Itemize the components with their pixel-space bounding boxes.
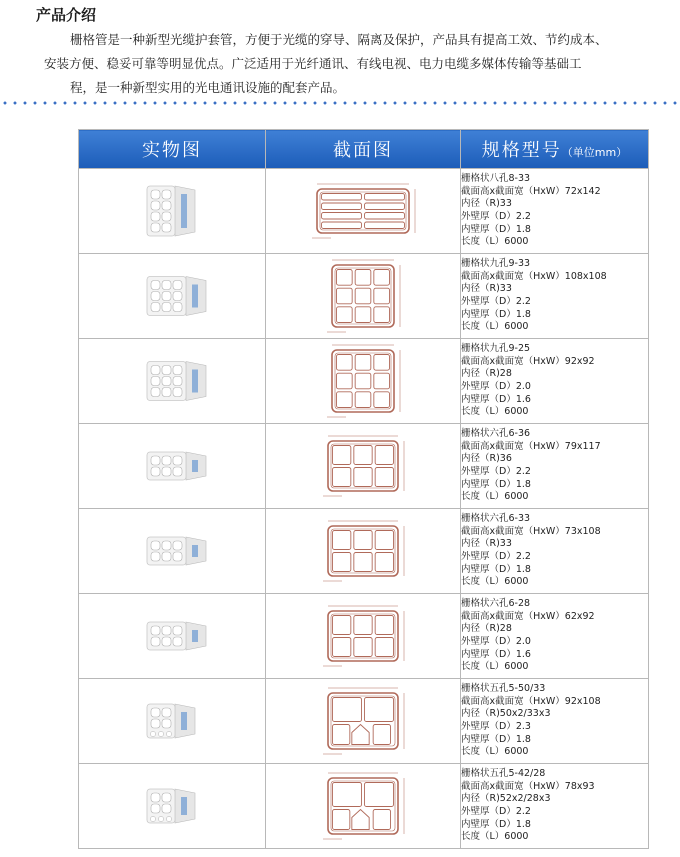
- length: 长度（L）6000: [461, 406, 529, 418]
- product-photo: [107, 691, 237, 751]
- inner-diameter: 内径（R)50x2/33x3: [461, 708, 551, 720]
- header-spec-unit: （单位mm）: [561, 146, 628, 159]
- section-size: 截面高x截面宽（HxW）62x92: [461, 610, 595, 622]
- cross-section-drawing: [273, 514, 453, 588]
- model-name: 栅格状六孔6-36: [461, 428, 531, 440]
- product-photo: [107, 606, 237, 666]
- product-photo: [107, 351, 237, 411]
- spec-cell: [461, 424, 649, 509]
- section-size: 截面高x截面宽（HxW）72x142: [461, 185, 601, 197]
- section-size: 截面高x截面宽（HxW）92x108: [461, 695, 601, 707]
- cross-section-cell: [266, 509, 461, 594]
- table-row: [79, 339, 649, 424]
- header-photo: 实物图: [79, 130, 266, 169]
- spec-cell: [461, 254, 649, 339]
- product-photo-cell: [79, 339, 266, 424]
- cross-section-cell: [266, 254, 461, 339]
- product-photo-cell: [79, 424, 266, 509]
- outer-wall-thickness: 外壁厚（D）2.3: [461, 721, 531, 732]
- table-row: [79, 764, 649, 849]
- intro-line-1: 栅格管是一种新型光缆护套管，方便于光缆的穿导、隔离及保护，产品具有提高工效、节约成本、: [70, 32, 608, 47]
- product-photo-cell: [79, 509, 266, 594]
- table-row: [79, 169, 649, 254]
- header-spec-label: 规格型号: [481, 140, 562, 161]
- product-photo: [107, 776, 237, 836]
- model-name: 栅格状五孔5-50/33: [461, 683, 546, 695]
- length: 长度（L）6000: [461, 321, 529, 333]
- spec-cell: [461, 509, 649, 594]
- table-row: [79, 509, 649, 594]
- spec-table: [78, 129, 649, 849]
- intro-line-3: 程，是一种新型实用的光电通讯设施的配套产品。: [70, 80, 346, 95]
- outer-wall-thickness: 外壁厚（D）2.2: [461, 466, 531, 477]
- cross-section-drawing: [273, 684, 453, 758]
- inner-wall-thickness: 内壁厚（D）1.8: [461, 223, 531, 235]
- length: 长度（L）6000: [461, 236, 529, 248]
- cross-section-drawing: [273, 429, 453, 503]
- outer-wall-thickness: 外壁厚（D）2.0: [461, 636, 531, 647]
- inner-diameter: 内径（R)33: [461, 198, 512, 210]
- product-photo-cell: [79, 764, 266, 849]
- table-row: [79, 594, 649, 679]
- product-photo-cell: [79, 679, 266, 764]
- inner-diameter: 内径（R)52x2/28x3: [461, 793, 551, 805]
- product-photo-cell: [79, 594, 266, 679]
- length: 长度（L）6000: [461, 576, 529, 588]
- cross-section-drawing: [273, 599, 453, 673]
- length: 长度（L）6000: [461, 746, 529, 758]
- section-size: 截面高x截面宽（HxW）108x108: [461, 270, 607, 282]
- inner-diameter: 内径（R)33: [461, 283, 512, 295]
- spec-cell: [461, 594, 649, 679]
- dotted-divider: [0, 101, 680, 105]
- product-photo-cell: [79, 254, 266, 339]
- length: 长度（L）6000: [461, 491, 529, 503]
- inner-wall-thickness: 内壁厚（D）1.6: [461, 648, 531, 660]
- cross-section-cell: [266, 339, 461, 424]
- inner-wall-thickness: 内壁厚（D）1.8: [461, 563, 531, 575]
- table-row: [79, 254, 649, 339]
- intro-title: 产品介绍: [36, 6, 97, 24]
- spec-cell: [461, 339, 649, 424]
- model-name: 栅格状六孔6-33: [461, 513, 531, 525]
- inner-wall-thickness: 内壁厚（D）1.6: [461, 393, 531, 405]
- inner-wall-thickness: 内壁厚（D）1.8: [461, 308, 531, 320]
- section-size: 截面高x截面宽（HxW）79x117: [461, 440, 601, 452]
- section-size: 截面高x截面宽（HxW）78x93: [461, 780, 595, 792]
- spec-cell: [461, 169, 649, 254]
- inner-wall-thickness: 内壁厚（D）1.8: [461, 733, 531, 745]
- table-row: [79, 679, 649, 764]
- outer-wall-thickness: 外壁厚（D）2.2: [461, 551, 531, 562]
- table-header-row: [79, 130, 649, 169]
- product-photo: [107, 181, 237, 241]
- product-photo-cell: [79, 169, 266, 254]
- header-section: 截面图: [266, 130, 461, 169]
- product-photo: [107, 521, 237, 581]
- model-name: 栅格状六孔6-28: [461, 598, 531, 610]
- model-name: 栅格状九孔9-25: [461, 343, 531, 355]
- model-name: 栅格状九孔9-33: [461, 258, 531, 270]
- cross-section-cell: [266, 594, 461, 679]
- header-spec: [461, 130, 649, 169]
- outer-wall-thickness: 外壁厚（D）2.0: [461, 381, 531, 392]
- cross-section-drawing: [273, 174, 453, 248]
- inner-diameter: 内径（R)33: [461, 538, 512, 550]
- cross-section-cell: [266, 764, 461, 849]
- length: 长度（L）6000: [461, 831, 529, 843]
- length: 长度（L）6000: [461, 661, 529, 673]
- inner-diameter: 内径（R)28: [461, 368, 512, 380]
- cross-section-drawing: [273, 344, 453, 418]
- cross-section-cell: [266, 424, 461, 509]
- product-photo: [107, 266, 237, 326]
- section-size: 截面高x截面宽（HxW）73x108: [461, 525, 601, 537]
- intro-paragraph: [44, 28, 664, 100]
- table-row: [79, 424, 649, 509]
- cross-section-drawing: [273, 769, 453, 843]
- cross-section-cell: [266, 679, 461, 764]
- spec-cell: [461, 679, 649, 764]
- outer-wall-thickness: 外壁厚（D）2.2: [461, 296, 531, 307]
- section-size: 截面高x截面宽（HxW）92x92: [461, 355, 595, 367]
- cross-section-drawing: [273, 259, 453, 333]
- cross-section-cell: [266, 169, 461, 254]
- inner-diameter: 内径（R)28: [461, 623, 512, 635]
- product-photo: [107, 436, 237, 496]
- inner-wall-thickness: 内壁厚（D）1.8: [461, 818, 531, 830]
- intro-line-2: 安装方便、稳妥可靠等明显优点。广泛适用于光纤通讯、有线电视、电力电缆多媒体传输等基础工: [44, 56, 582, 71]
- inner-diameter: 内径（R)36: [461, 453, 512, 465]
- spec-cell: [461, 764, 649, 849]
- inner-wall-thickness: 内壁厚（D）1.8: [461, 478, 531, 490]
- outer-wall-thickness: 外壁厚（D）2.2: [461, 211, 531, 222]
- outer-wall-thickness: 外壁厚（D）2.2: [461, 806, 531, 817]
- model-name: 栅格状八孔8-33: [461, 173, 531, 185]
- model-name: 栅格状五孔5-42/28: [461, 768, 546, 780]
